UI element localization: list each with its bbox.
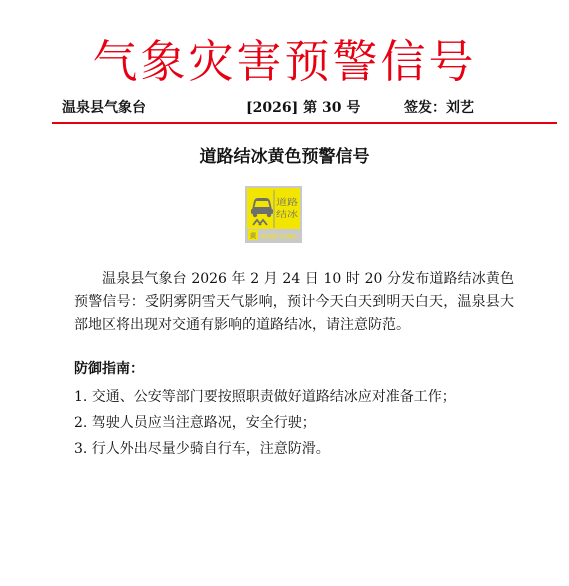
red-divider (52, 122, 557, 124)
announcement-body (74, 268, 514, 337)
signer: 签发：刘艺 (404, 100, 474, 116)
road-icing-yellow-warning-sign (245, 186, 302, 243)
list-item: 2. 驾驶人员应当注意路况，安全行驶； (74, 415, 316, 431)
announcement-paragraph: 温泉县气象台 2026 年 2 月 24 日 10 时 20 分发布道路结冰黄色预警信号：受阴雾阴雪天气影响，预计今天白天到明天白天，温泉县大部地区将出现对交通有影响的道路结冰，请注意防范。 (74, 271, 514, 333)
defense-guide-list (74, 384, 544, 462)
sign-level-label: 黄 (249, 232, 257, 240)
document-meta (0, 96, 569, 120)
sign-label-cn: 道路 (276, 198, 294, 208)
warning-sign-graphic (245, 186, 302, 243)
issue-number: [2026] 第 30 号 (246, 100, 361, 116)
list-item: 1. 交通、公安等部门要按照职责做好道路结冰应对准备工作； (74, 389, 456, 405)
list-item: 3. 行人外出尽量少骑自行车，注意防滑。 (74, 441, 330, 457)
issuing-office: 温泉县气象台 (62, 100, 146, 116)
warning-banner-title: 气象灾害预警信号 (92, 35, 477, 88)
defense-guide-heading: 防御指南： (74, 361, 144, 377)
document-title: 道路结冰黄色预警信号 (199, 147, 370, 167)
sign-label-cn-2: 结冰 (276, 210, 294, 220)
sign-label-en: ROAD ICING (261, 233, 298, 241)
